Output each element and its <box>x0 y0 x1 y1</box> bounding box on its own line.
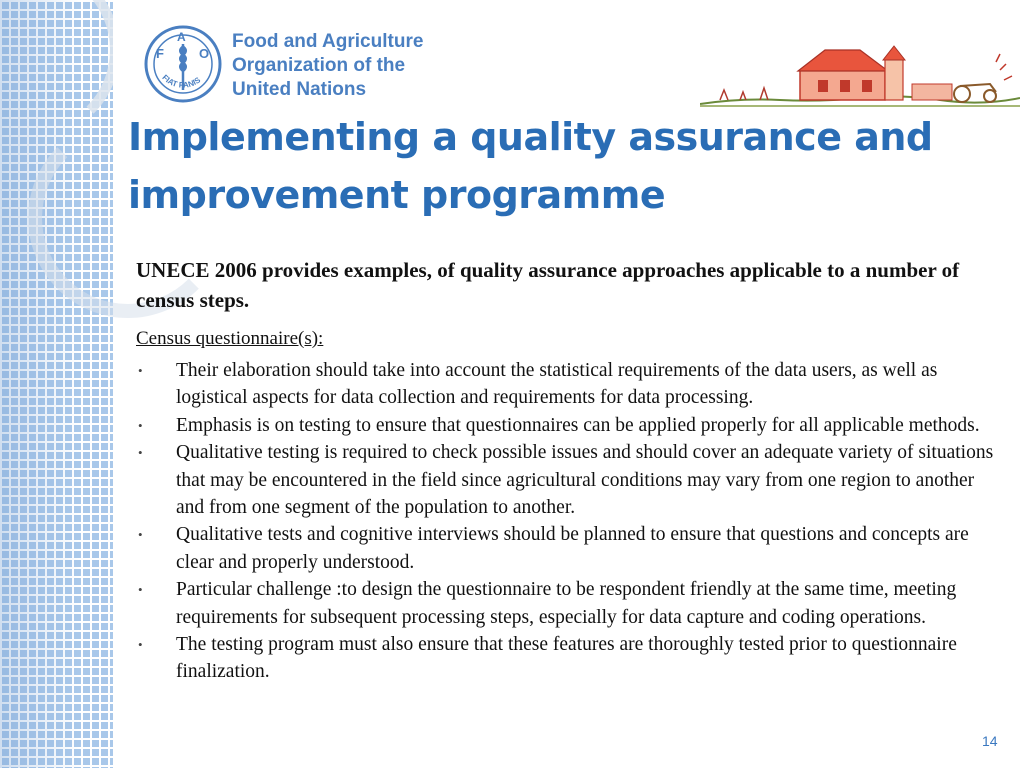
page-number: 14 <box>982 733 998 749</box>
bullet-item <box>130 631 1000 686</box>
organization-name <box>232 30 423 102</box>
bullet-list <box>130 357 1000 686</box>
bullet-item <box>130 576 1000 631</box>
bullet-item <box>130 357 1000 412</box>
bullet-text: Qualitative tests and cognitive interviews should be planned to ensure that questions and concepts are clear and properly understood. <box>176 524 969 573</box>
bullet-item <box>130 521 1000 576</box>
bullet-text: Emphasis is on testing to ensure that questionnaires can be applied properly for all applicable methods. <box>176 414 980 436</box>
logo-motto: FIAT PANIS <box>160 72 203 90</box>
bullet-icon: • <box>138 527 143 543</box>
section-label: Census questionnaire(s): <box>136 328 324 349</box>
bullet-icon: • <box>138 417 143 433</box>
bullet-icon: • <box>138 582 143 598</box>
bullet-text: The testing program must also ensure that these features are thoroughly tested prior to questionnaire finalization. <box>176 634 957 683</box>
org-name-line: Food and Agriculture <box>232 31 424 52</box>
org-name-line: United Nations <box>232 79 367 100</box>
fao-emblem-icon <box>143 24 223 104</box>
org-name-line: Organization of the <box>232 55 406 76</box>
farm-illustration-icon <box>700 40 1020 112</box>
bullet-text: Their elaboration should take into account the statistical requirements of the data users, as well as logistical aspects for data collection and requirements for data processing. <box>176 360 938 409</box>
bullet-item <box>130 439 1000 521</box>
slide-title: Implementing a quality assurance and improvement programme <box>128 115 933 217</box>
bullet-icon: • <box>138 363 143 378</box>
bullet-item <box>130 412 1000 439</box>
bullet-text: Particular challenge :to design the questionnaire to be respondent friendly at the same time, meeting requirements for subsequent processing steps, especially for data capture and coding operations. <box>176 579 957 628</box>
decorative-grid-sidebar <box>0 0 113 768</box>
bullet-text: Qualitative testing is required to check possible issues and should cover an adequate variety of situations that may be encountered in the field since agricultural conditions may vary from one region to another and from one segment of the population to another. <box>176 442 994 519</box>
logo-letter-o: O <box>199 46 210 61</box>
bullet-icon: • <box>138 637 143 653</box>
logo-letter-f: F <box>156 46 164 61</box>
bullet-icon: • <box>138 445 143 461</box>
logo-letter-a: A <box>177 30 186 44</box>
intro-paragraph: UNECE 2006 provides examples, of quality assurance approaches applicable to a number of census steps. <box>136 258 960 312</box>
